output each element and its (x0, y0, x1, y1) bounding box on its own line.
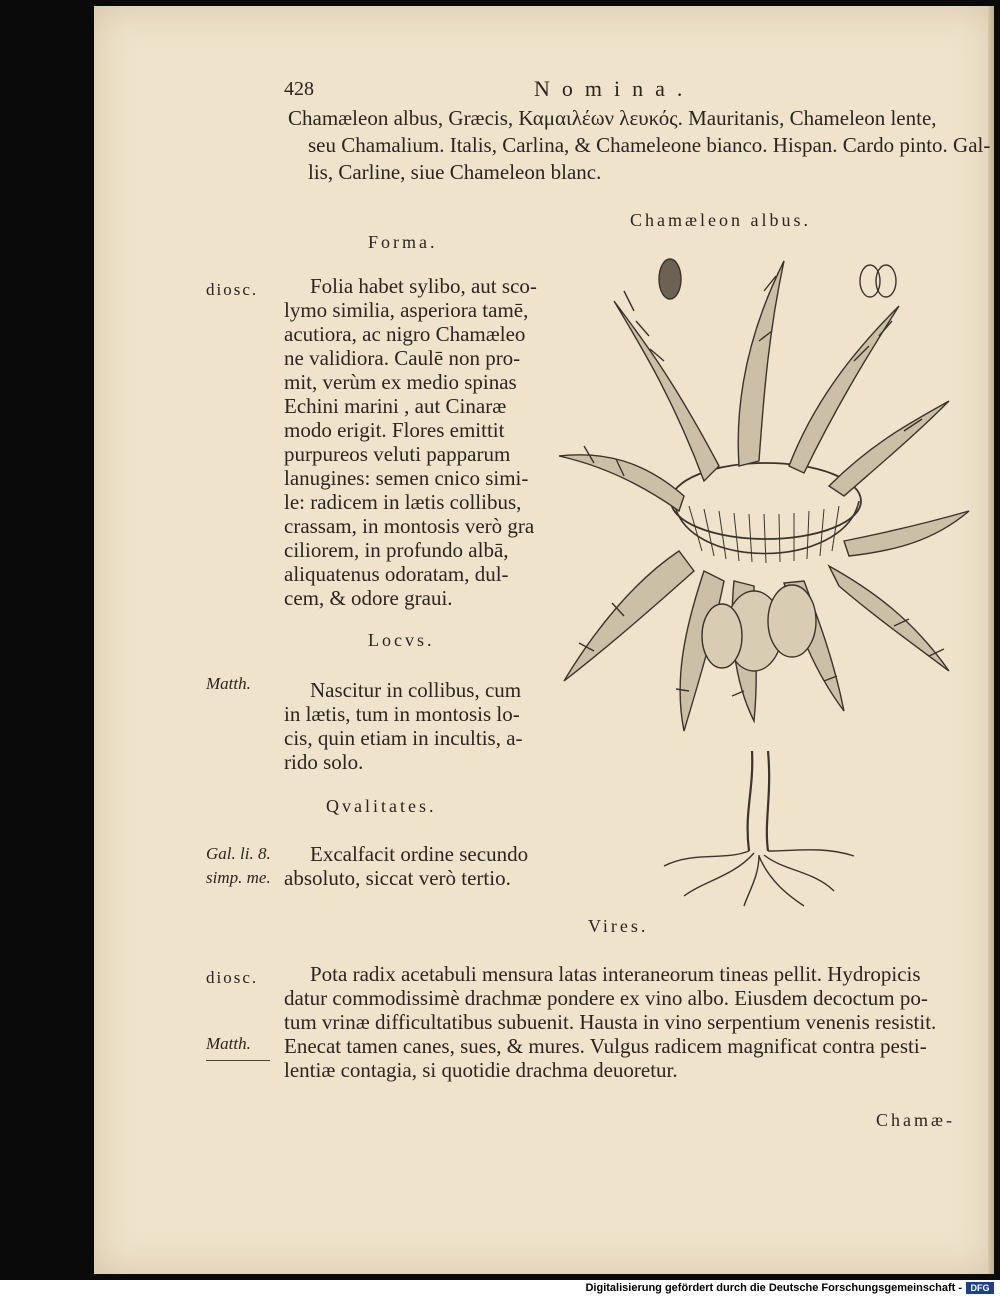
forma-margin-note: diosc. (206, 280, 259, 299)
qualitates-heading: Qvalitates. (326, 796, 437, 816)
digitization-footer (0, 1280, 1000, 1297)
nomina-line-1: Chamæleon albus, Græcis, Καμαιλέων λευκός. Mauritanis, Chameleon lente, (288, 106, 937, 130)
forma-line: cem, & odore graui. (284, 586, 453, 610)
qualitates-line: Excalfacit ordine secundo (310, 842, 529, 866)
qualitates-margin-note-2: simp. me. (206, 868, 271, 887)
locus-heading: Locvs. (368, 630, 435, 650)
vires-margin-note-2: Matth. (206, 1034, 251, 1053)
running-head: Nomina. (534, 76, 695, 101)
qualitates-line: absoluto, siccat verò tertio. (284, 866, 511, 890)
forma-line: ne validiora. Caulē non pro- (284, 346, 521, 370)
forma-line: le: radicem in lætis collibus, (284, 490, 522, 514)
nomina-line-3: lis, Carline, siue Chameleon blanc. (308, 160, 602, 184)
dfg-logo-text: DFG (970, 1283, 990, 1293)
forma-line: lanugines: semen cnico simi- (284, 466, 529, 490)
forma-line: Folia habet sylibo, aut sco- (310, 274, 537, 298)
page-edge (988, 6, 994, 1274)
forma-line: crassam, in montosis verò gra (284, 514, 535, 538)
vires-line: lentiæ contagia, si quotidie drachma deuoretur. (284, 1058, 678, 1082)
vires-heading: Vires. (588, 916, 649, 936)
forma-line: ciliorem, in profundo albā, (284, 538, 509, 562)
chamaeleon-albus-woodcut (554, 251, 974, 911)
forma-line: mit, verùm ex medio spinas (284, 370, 517, 394)
locus-line: cis, quin etiam in incultis, a- (284, 726, 523, 750)
locus-line: Nascitur in collibus, cum (310, 678, 522, 702)
forma-line: lymo similia, asperiora tamē, (284, 298, 529, 322)
qualitates-margin-note-1: Gal. li. 8. (206, 844, 271, 863)
locus-line: in lætis, tum in montosis lo- (284, 702, 520, 726)
vires-line: datur commodissimè drachmæ pondere ex vino albo. Eiusdem decoctum po- (284, 986, 928, 1010)
page-number: 428 (284, 78, 314, 100)
margin-rule (206, 1060, 270, 1061)
forma-line: acutiora, ac nigro Chamæleo (284, 322, 526, 346)
nomina-line-2: seu Chamalium. Italis, Carlina, & Chameleone bianco. Hispan. Cardo pinto. Gal- (308, 133, 991, 157)
locus-margin-note: Matth. (206, 674, 251, 693)
book-page (94, 6, 994, 1274)
dfg-logo (966, 1282, 994, 1294)
forma-line: Echini marini , aut Cinaræ (284, 394, 507, 418)
catchword: Chamæ- (876, 1110, 955, 1130)
forma-heading: Forma. (368, 232, 438, 252)
footer-credit: Digitalisierung gefördert durch die Deutsche Forschungsgemeinschaft - (585, 1282, 962, 1294)
vires-line: Pota radix acetabuli mensura latas interaneorum tineas pellit. Hydropicis (310, 962, 921, 986)
forma-line: modo erigit. Flores emittit (284, 418, 505, 442)
vires-margin-note-1: diosc. (206, 968, 259, 987)
forma-line: purpureos veluti papparum (284, 442, 511, 466)
locus-line: rido solo. (284, 750, 364, 774)
forma-line: aliquatenus odoratam, dul- (284, 562, 509, 586)
vires-line: tum vrinæ difficultatibus subuenit. Hausta in vino serpentium venenis resistit. (284, 1010, 937, 1034)
figure-caption: Chamæleon albus. (630, 210, 811, 230)
vires-line: Enecat tamen canes, sues, & mures. Vulgus radicem magnificat contra pesti- (284, 1034, 927, 1058)
